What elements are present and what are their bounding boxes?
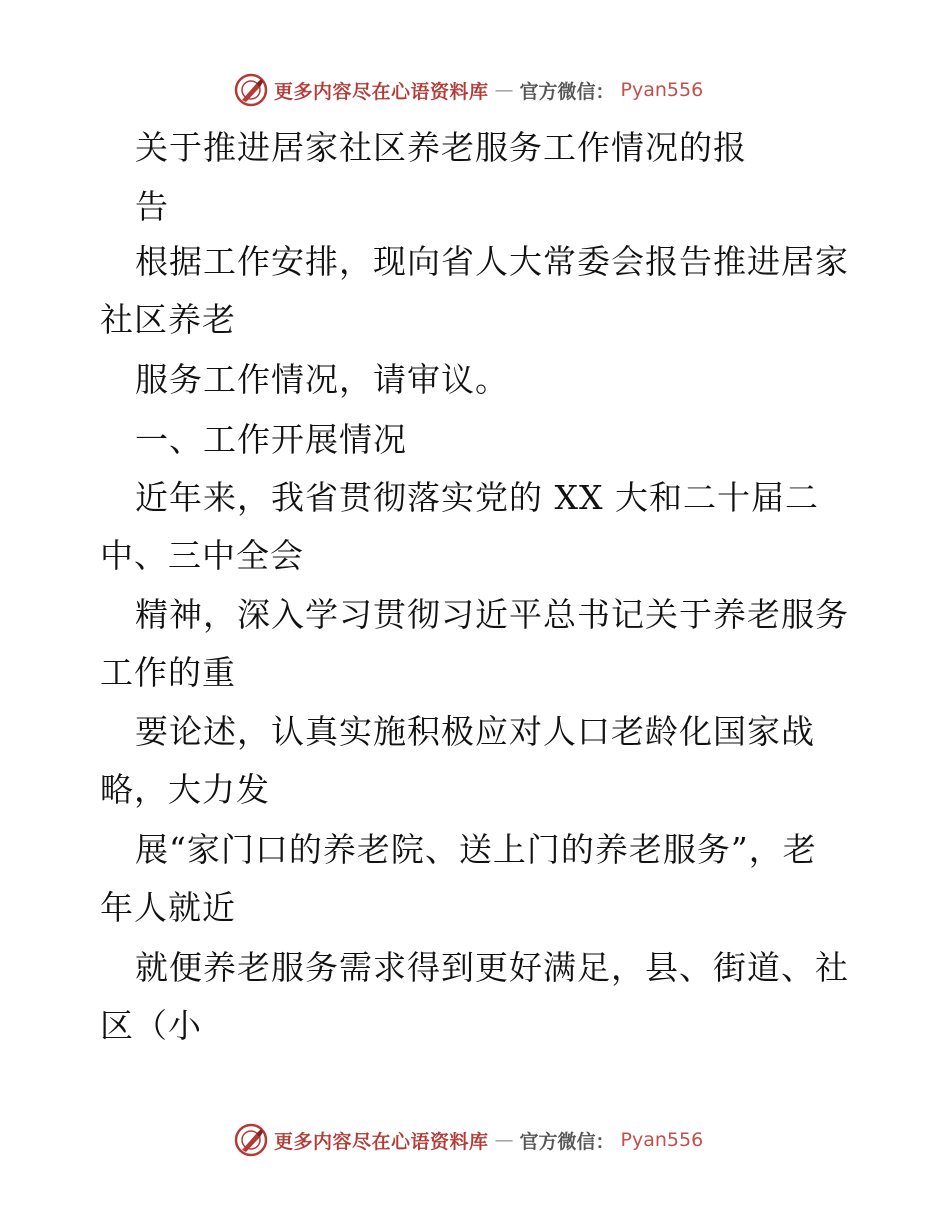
paragraph-line: 中、三中全会: [100, 536, 304, 575]
paragraph-line: 精神，深入学习贯彻习近平总书记关于养老服务: [135, 595, 849, 634]
paragraph-line: 就便养老服务需求得到更好满足，县、街道、社: [135, 948, 849, 987]
watermark-dash: —: [494, 79, 514, 101]
pen-logo-icon: [234, 73, 268, 107]
section-heading: 一、工作开展情况: [135, 420, 407, 459]
watermark-wechat-label: 官方微信：: [519, 1130, 615, 1153]
paragraph-line: 社区养老: [100, 300, 236, 339]
watermark-dash: —: [494, 1129, 514, 1151]
paragraph-line: 服务工作情况，请审议。: [135, 360, 509, 399]
watermark-wechat-id: Pyan556: [620, 79, 704, 101]
watermark-brand-text: 更多内容尽在心语资料库: [274, 80, 489, 103]
document-title-line-2: 告: [135, 187, 169, 226]
paragraph-line: 展“家门口的养老院、送上门的养老服务”，老: [135, 830, 817, 869]
paragraph-line: 略，大力发: [100, 770, 270, 809]
watermark-wechat-label: 官方微信：: [519, 80, 615, 103]
paragraph-line: 近年来，我省贯彻落实党的 XX 大和二十届二: [135, 478, 819, 517]
paragraph-line: 区（小: [100, 1006, 202, 1045]
watermark-wechat-id: Pyan556: [620, 1129, 704, 1151]
paragraph-line: 年人就近: [100, 888, 236, 927]
document-title-line-1: 关于推进居家社区养老服务工作情况的报: [135, 128, 747, 167]
pen-logo-icon: [234, 1123, 268, 1157]
paragraph-line: 工作的重: [100, 653, 236, 692]
paragraph-line: 根据工作安排，现向省人大常委会报告推进居家: [135, 242, 849, 281]
paragraph-line: 要论述，认真实施积极应对人口老龄化国家战: [135, 712, 815, 751]
footer-watermark: [234, 1120, 703, 1160]
watermark-brand-text: 更多内容尽在心语资料库: [274, 1130, 489, 1153]
header-watermark: [234, 70, 703, 110]
